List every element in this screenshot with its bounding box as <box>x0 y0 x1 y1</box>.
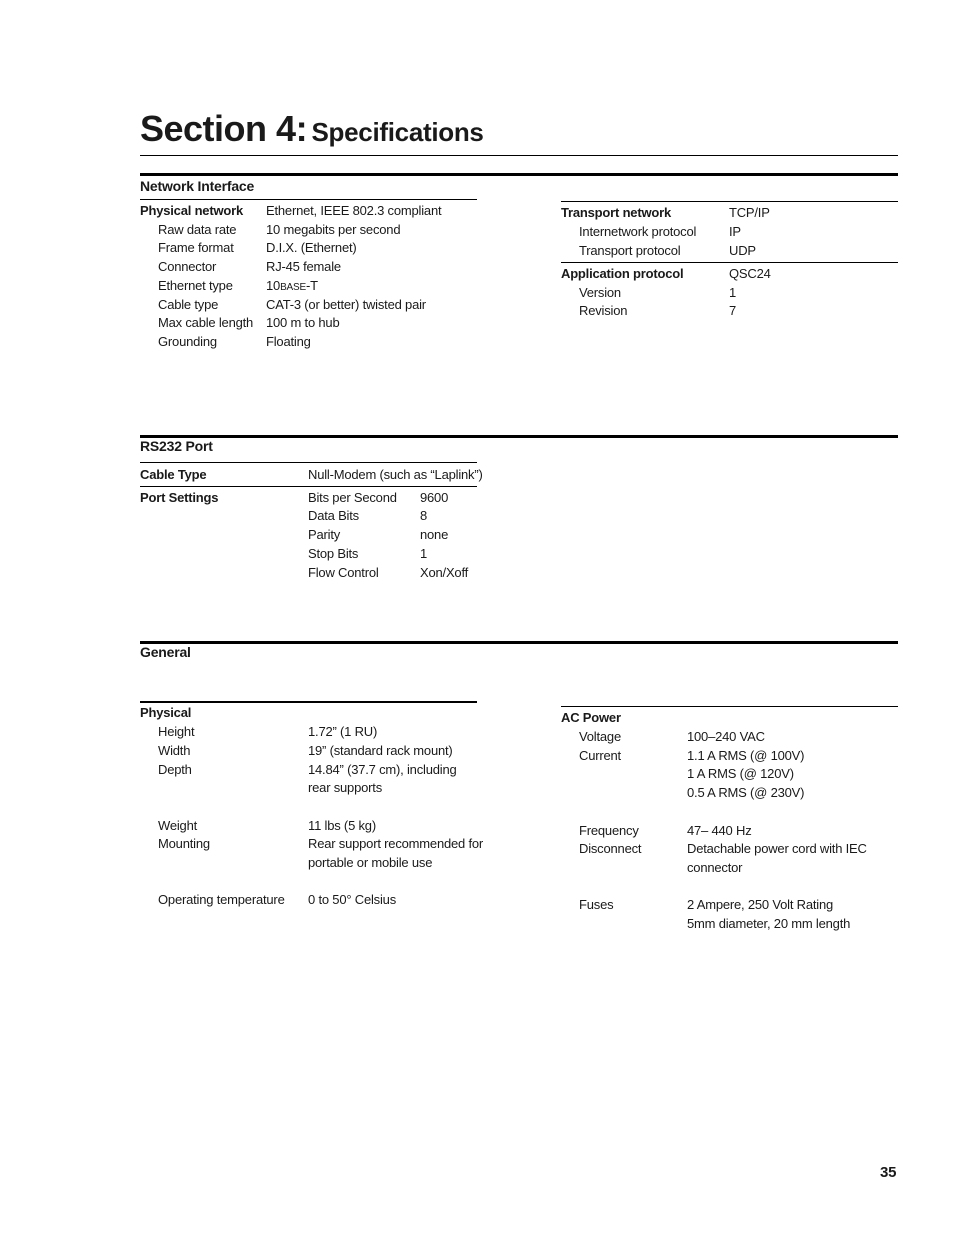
general-heading: General <box>140 644 191 660</box>
spec-value: 10 megabits per second <box>266 222 401 237</box>
spec-value: CAT-3 (or better) twisted pair <box>266 297 426 312</box>
ac-power-rule <box>561 706 898 707</box>
spec-label: Stop Bits <box>308 546 359 561</box>
height-label: Height <box>158 724 195 739</box>
depth-value-cont: rear supports <box>308 780 382 795</box>
spec-value: 9600 <box>420 490 449 505</box>
spec-label: Flow Control <box>308 565 379 580</box>
spec-value: D.I.X. (Ethernet) <box>266 240 357 255</box>
network-heading-rule <box>140 173 898 176</box>
spec-label: Grounding <box>158 334 217 349</box>
frequency-value: 47– 440 Hz <box>687 823 752 838</box>
spec-label: Transport protocol <box>579 243 681 258</box>
voltage-value: 100–240 VAC <box>687 729 765 744</box>
spec-value <box>266 278 318 296</box>
cable-type-label: Cable Type <box>140 467 207 482</box>
spec-value: 7 <box>729 303 737 318</box>
port-settings-label: Port Settings <box>140 490 219 505</box>
fuses-value-cont: 5mm diameter, 20 mm length <box>687 916 851 931</box>
mounting-value-cont: portable or mobile use <box>308 855 433 870</box>
page-title <box>140 108 484 150</box>
physical-heading: Physical <box>140 705 192 720</box>
spec-label: Parity <box>308 527 341 542</box>
network-heading: Network Interface <box>140 178 255 194</box>
application-rule <box>561 262 898 263</box>
application-protocol-value: QSC24 <box>729 266 771 281</box>
spec-label: Ethernet type <box>158 278 233 293</box>
spec-label: Data Bits <box>308 508 359 523</box>
network-left-rule <box>140 199 477 200</box>
spec-value: Floating <box>266 334 311 349</box>
fuses-value: 2 Ampere, 250 Volt Rating <box>687 897 834 912</box>
transport-network-label: Transport network <box>561 205 672 220</box>
disconnect-value-cont: connector <box>687 860 743 875</box>
width-value: 19” (standard rack mount) <box>308 743 453 758</box>
section-name: Specifications <box>311 117 484 147</box>
spec-label: Max cable length <box>158 315 254 330</box>
rs232-settings-rule <box>140 486 477 487</box>
page-number: 35 <box>880 1164 897 1181</box>
rs232-cable-rule <box>140 462 477 463</box>
spec-value: 1 <box>420 546 428 561</box>
disconnect-value: Detachable power cord with IEC <box>687 841 867 856</box>
depth-value: 14.84” (37.7 cm), including <box>308 762 457 777</box>
spec-value: UDP <box>729 243 756 258</box>
section-number: Section 4 <box>140 108 296 149</box>
spec-label: Version <box>579 285 621 300</box>
mounting-value: Rear support recommended for <box>308 836 484 851</box>
cable-type-value: Null-Modem (such as “Laplink”) <box>308 467 483 482</box>
physical-network-label: Physical network <box>140 203 244 218</box>
spec-label: Cable type <box>158 297 219 312</box>
application-protocol-label: Application protocol <box>561 266 684 281</box>
fuses-label: Fuses <box>579 897 614 912</box>
current-value: 1.1 A RMS (@ 100V) <box>687 748 805 763</box>
disconnect-label: Disconnect <box>579 841 642 856</box>
spec-label: Connector <box>158 259 217 274</box>
spec-value: none <box>420 527 449 542</box>
spec-label: Revision <box>579 303 628 318</box>
spec-label: Raw data rate <box>158 222 237 237</box>
spec-value: 8 <box>420 508 428 523</box>
transport-network-value: TCP/IP <box>729 205 770 220</box>
width-label: Width <box>158 743 191 758</box>
ac-power-heading: AC Power <box>561 710 621 725</box>
physical-rule <box>140 701 477 703</box>
voltage-label: Voltage <box>579 729 621 744</box>
general-heading-rule <box>140 641 898 644</box>
title-colon: : <box>295 108 308 149</box>
spec-label: Internetwork protocol <box>579 224 697 239</box>
current-value-3: 0.5 A RMS (@ 230V) <box>687 785 805 800</box>
depth-label: Depth <box>158 762 192 777</box>
height-value: 1.72” (1 RU) <box>308 724 378 739</box>
spec-label: Bits per Second <box>308 490 397 505</box>
temperature-label: Operating temperature <box>158 892 285 907</box>
current-label: Current <box>579 748 621 763</box>
transport-rule <box>561 201 898 202</box>
weight-value: 11 lbs (5 kg) <box>308 818 376 833</box>
title-rule <box>140 155 898 156</box>
rs232-heading: RS232 Port <box>140 438 213 454</box>
ethernet-type-smallcaps: BASE <box>280 282 306 293</box>
frequency-label: Frequency <box>579 823 639 838</box>
physical-network-value: Ethernet, IEEE 802.3 compliant <box>266 203 442 218</box>
current-value-2: 1 A RMS (@ 120V) <box>687 766 794 781</box>
spec-value: RJ-45 female <box>266 259 341 274</box>
mounting-label: Mounting <box>158 836 210 851</box>
ethernet-type-suffix: -T <box>305 278 318 293</box>
ethernet-type-number: 10 <box>266 278 281 293</box>
spec-label: Frame format <box>158 240 234 255</box>
weight-label: Weight <box>158 818 198 833</box>
spec-value: 100 m to hub <box>266 315 340 330</box>
temperature-value: 0 to 50° Celsius <box>308 892 396 907</box>
spec-value: IP <box>729 224 741 239</box>
rs232-heading-rule <box>140 435 898 438</box>
spec-value: 1 <box>729 285 737 300</box>
spec-value: Xon/Xoff <box>420 565 469 580</box>
